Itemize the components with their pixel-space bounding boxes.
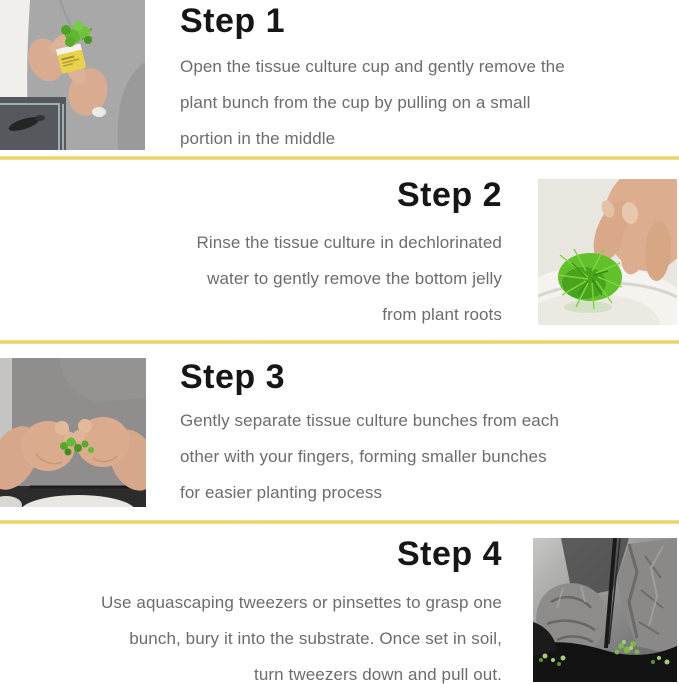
step-4-title: Step 4 bbox=[396, 535, 502, 573]
step-description-line: Use aquascaping tweezers or pinsettes to grasp one bbox=[101, 593, 502, 612]
step-description-line: other with your fingers, forming smaller bunches bbox=[180, 447, 547, 466]
step-1-description bbox=[180, 49, 565, 157]
hands-opening-tissue-culture-cup-photo bbox=[0, 0, 145, 150]
step-description-line: turn tweezers down and pull out. bbox=[254, 665, 502, 684]
step-description-line: from plant roots bbox=[382, 305, 502, 324]
step-description-line: Gently separate tissue culture bunches from each bbox=[180, 411, 559, 430]
step-2-title: Step 2 bbox=[396, 176, 502, 214]
hands-separating-plant-bunches-photo bbox=[0, 358, 146, 507]
step-3-description bbox=[180, 403, 559, 511]
step-description-line: bunch, bury it into the substrate. Once set in soil, bbox=[129, 629, 502, 648]
section-divider bbox=[0, 340, 679, 344]
step-3-title: Step 3 bbox=[180, 358, 286, 396]
step-description-line: portion in the middle bbox=[180, 129, 336, 148]
section-divider bbox=[0, 520, 679, 524]
section-divider bbox=[0, 156, 679, 160]
step-description-line: Rinse the tissue culture in dechlorinated bbox=[196, 233, 502, 252]
step-description-line: for easier planting process bbox=[180, 483, 383, 502]
step-description-line: plant bunch from the cup by pulling on a small bbox=[180, 93, 531, 112]
step-1-title: Step 1 bbox=[180, 2, 286, 40]
hand-rinsing-tissue-culture-in-bowl-photo bbox=[538, 179, 677, 325]
step-description-line: water to gently remove the bottom jelly bbox=[207, 269, 502, 288]
step-4-description bbox=[101, 585, 502, 684]
tweezers-planting-in-aquarium-substrate-photo bbox=[533, 538, 677, 682]
step-2-description bbox=[196, 225, 502, 333]
step-description-line: Open the tissue culture cup and gently remove the bbox=[180, 57, 565, 76]
